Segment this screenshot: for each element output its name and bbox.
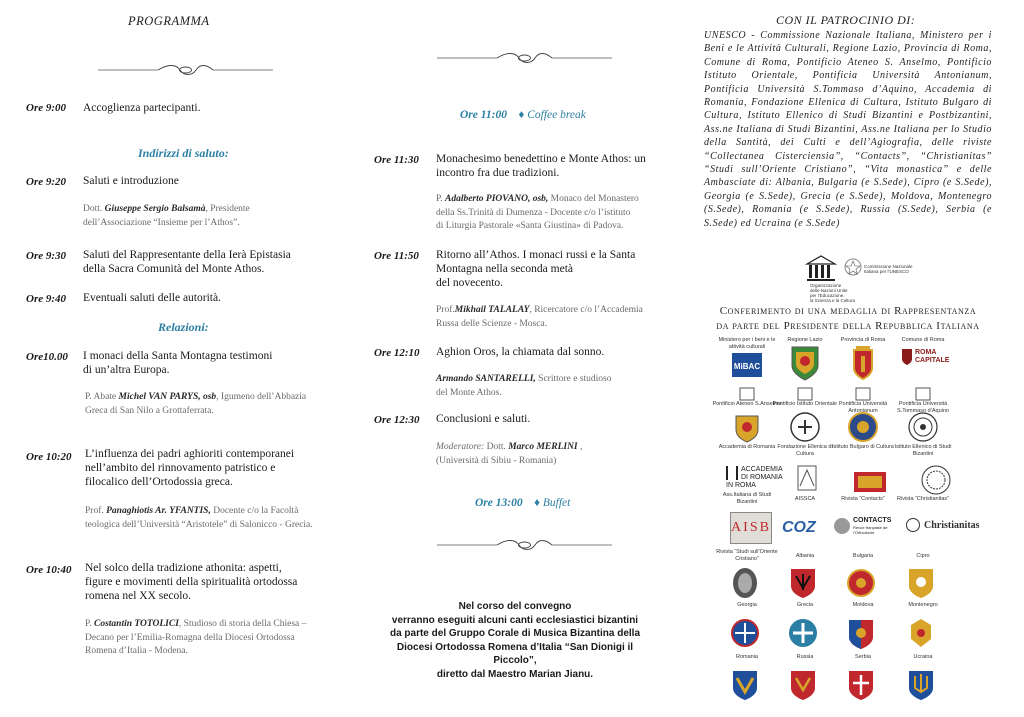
moderator-info: Moderatore: Dott. Marco MERLINI , (Università di Sibiu - Romania) [436,442,583,466]
speaker-info: Dott. Giuseppe Sergio Balsamà, Presidente dell’Associazione “Insieme per l’Athos”. [83,204,250,228]
albania-coat-icon [788,566,818,600]
ellenica-seal-icon [788,410,822,444]
accademia-seal-icon [730,410,764,444]
unesco-logo: Organizzazione delle Nazioni Unite per l’Educazione, la Scienza e la Cultura Commissione Nazionale Italiana per l’UNESCO [804,254,924,300]
concert-note: Nel corso del convegno verranno eseguiti alcuni canti ecclesiastici bizantini da parte del Gruppo Corale di Musica Bizantina della Diocesi Ortodossa Romena d’Italia “San Dionigi il Piccolo”, diretto dal Maestro Marian Jianu. [389,601,641,680]
christianitas-seal-icon [918,464,954,496]
mibac-logo-icon [730,350,764,380]
label-aissca: AISSCA [794,496,816,502]
moldova-coat-icon [846,617,876,649]
aissca-emblem-icon [790,464,824,494]
agenda-item: L’influenza dei padri aghioriti contemporanei nell’ambito del rinnovamento patristico e filocalico dell’Ortodossia greca. [85,448,295,488]
label-montenegro: Montenegro [908,602,938,608]
soc-emblem-icon [730,566,760,600]
logo-accademia-romania: Accademia di Romania [712,410,782,451]
agenda-item: Aghion Oros, la chiamata dal sonno. [436,346,605,358]
logo-istituto-orientale: Pontificio Istituto Orientale [770,387,840,408]
agenda-item: Conclusioni e saluti. [436,413,531,425]
section-heading-saluto: Indirizzi di saluto: [138,146,229,160]
speaker-info: Prof.Mikhail TALALAY, Ricercatore c/o l’Accademia Russa delle Scienze - Mosca. [436,305,643,329]
logo-mibac: Ministero per i beni e le attività culturali MiBAC [712,337,782,380]
diamond-icon: ♦ [534,497,540,509]
label-contacts: Rivista “Contacts” [841,496,885,502]
logo-istituto-bulgaro: Istituto Bulgaro di Cultura [828,410,898,451]
time-label: Ore 9:30 [26,250,67,262]
speaker-info: P. Adalberto PIOVANO, osb, Monaco del Monastero della Ss.Trinità di Dumenza - Docente c/o l’istituto di Liturgia Pastorale «Santa Giustina» di Padova. [436,194,639,231]
time-label: Ore10.00 [26,351,68,363]
contacts-logo: CONTACTS Revue française de l’Orthodoxie [832,514,902,538]
label-christianitas: Rivista “Christianitas” [897,496,949,502]
logo-regione-lazio: Regione Lazio [770,337,840,382]
accademia-banner: ACCADEMIA DI ROMANIA IN ROMA [726,466,783,489]
label-ucraina: Ucraina [913,654,933,660]
angelicum-emblem-icon [906,387,940,401]
label-georgia: Georgia [737,602,757,608]
temple-icon [804,254,838,284]
logo-fondazione-ellenica: Fondazione Ellenica di Cultura [770,410,840,457]
label-bulgaria: Bulgaria [852,553,874,559]
svg-text:MiBAC: MiBAC [733,362,761,371]
ukraine-trident-icon [906,668,936,702]
logo-angelicum: Pontificia Università S.Tommaso d’Aquino [888,387,958,414]
ornament-divider [437,50,612,66]
aisb-logo: AISB [730,512,772,544]
speaker-info: P. Costantin TOTOLICI, Studioso di storia della Chiesa – Decano per l’Emilia-Romagna della Diocesi Ortodossa Romena d’Italia - Modena. [85,619,307,656]
agenda-item: Ritorno all’Athos. I monaci russi e la Santa Montagna nella seconda metà del novecento. [436,249,636,289]
time-label: Ore 9:20 [26,176,67,188]
speaker-info: Prof. Panaghiotis Ar. YFANTIS, Docente c/o la Facoltà teologica dell’Università “Aristotele” di Salonicco - Grecia. [85,506,313,530]
accademia-columns-icon [726,466,738,480]
ellenico-seal-icon [906,410,940,444]
georgia-coat-icon [730,617,760,649]
logo-provincia-roma: Provincia di Roma [828,337,898,382]
greece-coat-icon [788,617,818,649]
label-russia: Russia [796,654,814,660]
coffee-break: Ore 11:00 ♦ Coffee break [460,109,586,121]
serbia-coat-icon [846,668,876,702]
ornament-divider [437,537,612,553]
time-label: Ore 9:00 [26,102,67,114]
label-cipro: Cipro [916,553,930,559]
patronage-text: UNESCO - Commissione Nazionale Italiana, Ministero per i Beni e le Attività Culturali, Regione Lazio, Provincia di Roma, Comune di Roma, Pontificio Ateneo S. Anselmo, Pontificio Istituto Orientale, Pontificia Università Antonianum, Pontificia Università S.Tommaso d’Aquino, Accademia di Romania, Fondazione Ellenica di Cultura, Istituto Bulgaro di Cultura, Istituto Ellenico di Studi Bizantini e Postbizantini, Ass.ne Italiana di Studi Bizantini, Ass.ne Italiana per lo Studio della Santità, dei Culti e dell’Agiografia, delle riviste “Collectanea Cisterciensia”, “Contacts”, “Christianitas” “Studi sull’Oriente Cristiano”, “Vita monastica” e delle Ambasciate di: Albania, Bulgaria (e S.Sede), Cipro (e S.Sede), Georgia (e S.Sede), Grecia (e S.Sede), Moldova, Montenegro (S.Sede), Romania (e S.Sede), Russia (S.Sede), Serbia (e S.Sede) ed Ucraina (e S.Sede) [704,30,992,229]
time-label: Ore 12:30 [374,414,420,426]
coz-logo-icon [782,516,824,538]
label-moldova: Moldova [852,602,874,608]
ornament-divider [98,62,273,78]
lazio-shield-icon [788,344,822,382]
cyprus-coat-icon [906,566,936,600]
agenda-item: Saluti del Rappresentante della Ierà Epistasia della Sacra Comunità del Monte Athos. [83,249,291,275]
programma-heading: PROGRAMMA [128,14,210,28]
speaker-info: P. Abate Michel VAN PARYS, osb, Igumeno dell’Abbazia Greca di San Nilo a Grottaferrata. [85,392,307,416]
agenda-item: Saluti e introduzione [83,175,179,187]
agenda-item: Monachesimo benedettino e Monte Athos: un incontro fra due tradizioni. [436,153,646,179]
svg-text:COZ: COZ [782,519,816,536]
logo-istituto-ellenico: Istituto Ellenico di Studi Bizantini [888,410,958,457]
christianitas-emblem-icon [906,518,920,532]
label-aisb: Ass.Italiana di Studi Bizantini [722,492,772,505]
agenda-item: Eventuali saluti delle autorità. [83,292,221,304]
agenda-item: I monaci della Santa Montagna testimoni di un’altra Europa. [83,350,273,376]
christianitas-logo: Christianitas [906,516,980,534]
time-label: Ore 10:20 [26,451,72,463]
time-label: Ore 11:50 [374,250,419,262]
romania-coat-icon [730,668,760,702]
speaker-info: Armando SANTARELLI, Scrittore e studioso del Monte Athos. [436,374,612,398]
time-label: Ore 10:40 [26,564,72,576]
provincia-shield-icon [846,344,880,382]
agenda-item: Accoglienza partecipanti. [83,102,201,114]
time-label: Ore 12:10 [374,347,420,359]
montenegro-coat-icon [906,617,936,649]
antonianum-emblem-icon [846,387,880,401]
label-soc: Rivista “Studi sull’Oriente Cristiano” [716,549,778,562]
section-heading-relazioni: Relazioni: [158,320,209,334]
anselmo-emblem-icon [730,387,764,401]
agenda-item: Nel solco della tradizione athonita: aspetti, figure e movimenti della spiritualità ortodossa romena nel XX secolo. [85,562,298,602]
bulgaria-coat-icon [846,566,876,600]
medal-note: Conferimento di una medaglia di Rappresentanza da parte del Presidente della Repubblica Italiana [716,305,980,332]
time-label: Ore 9:40 [26,293,67,305]
bulgaro-seal-icon [846,410,880,444]
logo-santanselmo: Pontificio Ateneo S.Anselmo [712,387,782,408]
label-serbia: Serbia [855,654,871,660]
label-romania: Romania [735,654,758,660]
orientale-emblem-icon [788,387,822,401]
russia-coat-icon [788,668,818,702]
logo-comune-roma: Comune di Roma ROMA CAPITALE [901,337,950,364]
buffet: Ore 13:00 ♦ Buffet [475,497,571,509]
contacts-circle-icon [832,516,852,536]
contacts-emblem-icon [850,468,890,496]
logo-antonianum: Pontificia Università Antonianum [828,387,898,414]
label-grecia: Grecia [796,602,814,608]
roma-shield-icon [901,348,913,366]
label-albania: Albania [795,553,815,559]
patronage-heading: CON IL PATROCINIO DI: [776,13,916,27]
italian-emblem-icon [844,258,862,276]
time-label: Ore 11:30 [374,154,419,166]
diamond-icon: ♦ [518,109,525,121]
